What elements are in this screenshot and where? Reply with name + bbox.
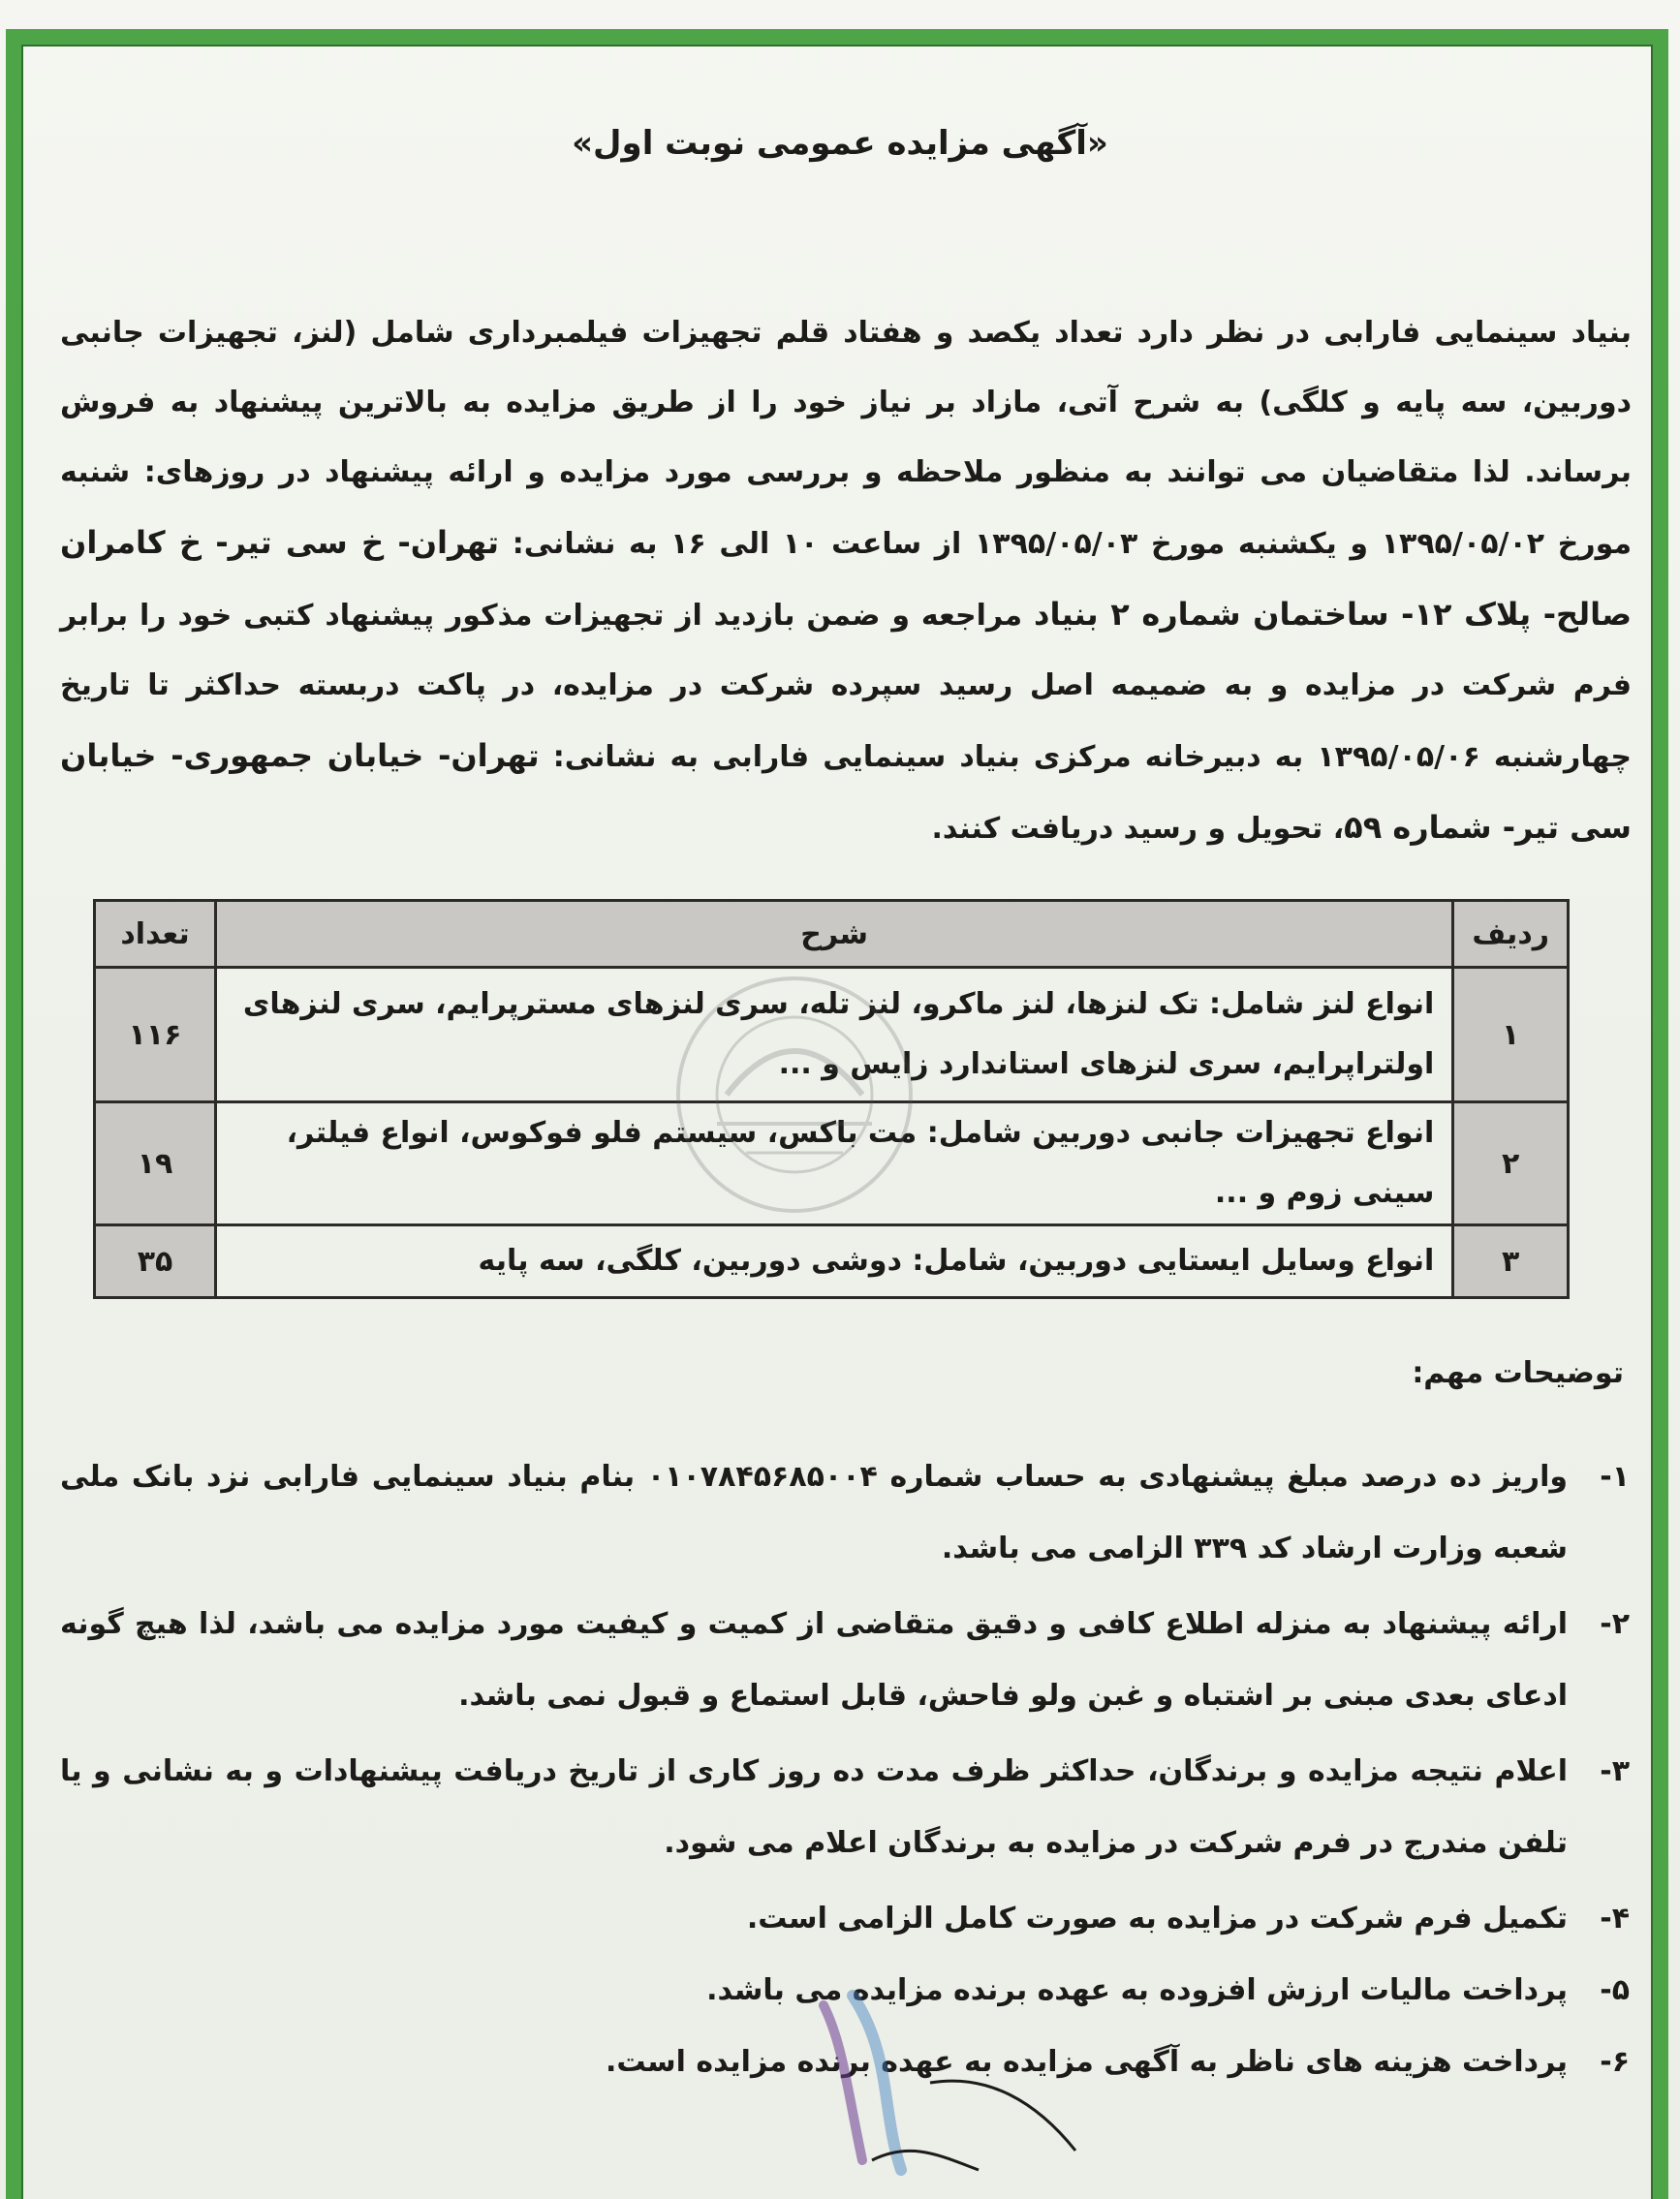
note-number: ۲- <box>1600 1607 1630 1641</box>
note-text: پرداخت مالیات ارزش افزوده به عهده برنده مزایده می باشد. <box>706 1973 1568 2007</box>
note-number: ۶- <box>1600 2045 1630 2079</box>
notice-title: «آگهی مزایده عمومی نوبت اول» <box>572 124 1108 163</box>
count-cell: ۱۱۶ <box>95 968 216 1102</box>
note-text: ارائه پیشنهاد به منزله اطلاع کافی و دقیق متقاضی از کمیت و کیفیت مورد مزایده می باشد، لذا هیچ گونه ادعای بعدی مبنی بر اشتباه و غبن ولو فاحش، قابل استماع و قبول نمی باشد. <box>60 1607 1568 1713</box>
note-number: ۳- <box>1600 1754 1630 1788</box>
intro-text-part-2: مراجعه و ضمن بازدید از تجهیزات مذکور پیشنهاد کتبی خود را برابر فرم شرکت در مزایده و به ضمیمه اصل رسید سپرده شرکت در مزایده، در پاکت دربسته حداکثر تا تاریخ چهارشنبه ۱۳۹۵/۰۵/۰۶ به دبیرخانه مرکزی بنیاد سینمایی فارابی به نشانی: <box>60 599 1633 774</box>
header-count: تعداد <box>95 901 216 968</box>
row-number-cell: ۲ <box>1453 1102 1569 1225</box>
description-cell: انواع لنز شامل: تک لنزها، لنز ماکرو، لنز تله، سری لنزهای مسترپرایم، سری لنزهای اولتراپرایم، سری لنزهای استاندارد زایس و ... <box>216 968 1453 1102</box>
intro-text-part-1: بنیاد سینمایی فارابی در نظر دارد تعداد یکصد و هفتاد قلم تجهیزات فیلمبرداری شامل (لنز، تجهیزات جانبی دوربین، سه پایه و کلگی) به شرح آتی، مازاد بر نیاز خود را از طریق مزایده به بالاترین پیشنهاد به فروش برساند. لذا متقاضیان می توانند به منظور ملاحظه و بررسی مورد مزایده و ارائه پیشنهاد در روزهای: شنبه مورخ ۱۳۹۵/۰۵/۰۲ و یکشنبه مورخ ۱۳۹۵/۰۵/۰۳ از ساعت ۱۰ الی ۱۶ به نشانی: <box>60 316 1633 561</box>
count-cell: ۱۹ <box>95 1102 216 1225</box>
note-text: اعلام نتیجه مزایده و برندگان، حداکثر ظرف مدت ده روز کاری از تاریخ دریافت پیشنهادات و به نشانی و یا تلفن مندرج در فرم شرکت در مزایده به برندگان اعلام می شود. <box>60 1754 1568 1860</box>
note-item <box>60 1441 1630 1585</box>
header-row-number: ردیف <box>1453 901 1569 968</box>
row-number-cell: ۳ <box>1453 1225 1569 1298</box>
submission-address: تهران- خیابان جمهوری- خیابان سی تیر- شماره ۵۹ <box>60 737 1632 846</box>
note-number: ۱- <box>1600 1460 1630 1494</box>
note-item <box>60 1736 1630 1879</box>
watermark-stamp-icon <box>620 949 969 1240</box>
note-number: ۴- <box>1600 1902 1630 1936</box>
intro-text-part-3: ، تحویل و رسید دریافت کنند. <box>931 812 1345 846</box>
note-text: تکمیل فرم شرکت در مزایده به صورت کامل الزامی است. <box>746 1902 1568 1936</box>
note-text: واریز ده درصد مبلغ پیشنهادی به حساب شماره ۰۱۰۷۸۴۵۶۸۵۰۰۴ بنام بنیاد سینمایی فارابی نزد بانک ملی شعبه وزارت ارشاد کد ۳۳۹ الزامی می باشد. <box>60 1460 1568 1565</box>
description-cell: انواع وسایل ایستایی دوربین، شامل: دوشی دوربین، کلگی، سه پایه <box>216 1225 1453 1298</box>
intro-paragraph <box>60 298 1632 864</box>
header-description: شرح <box>216 901 1453 968</box>
note-item <box>60 1883 1630 1955</box>
notes-heading: توضیحات مهم: <box>1412 1356 1624 1390</box>
count-cell: ۳۵ <box>95 1225 216 1298</box>
handwritten-mark-icon <box>756 1967 1201 2189</box>
inspection-address: تهران- خ سی تیر- خ کامران صالح- پلاک ۱۲- ساختمان شماره ۲ بنیاد <box>60 524 1633 633</box>
note-text: پرداخت هزینه های ناظر به آگهی مزایده به عهده برنده مزایده است. <box>605 2045 1568 2079</box>
note-item <box>60 1589 1630 1732</box>
note-number: ۵- <box>1600 1973 1630 2007</box>
description-cell: انواع تجهیزات جانبی دوربین شامل: مت باکس، سیستم فلو فوکوس، انواع فیلتر، سینی زوم و ... <box>216 1102 1453 1225</box>
row-number-cell: ۱ <box>1453 968 1569 1102</box>
